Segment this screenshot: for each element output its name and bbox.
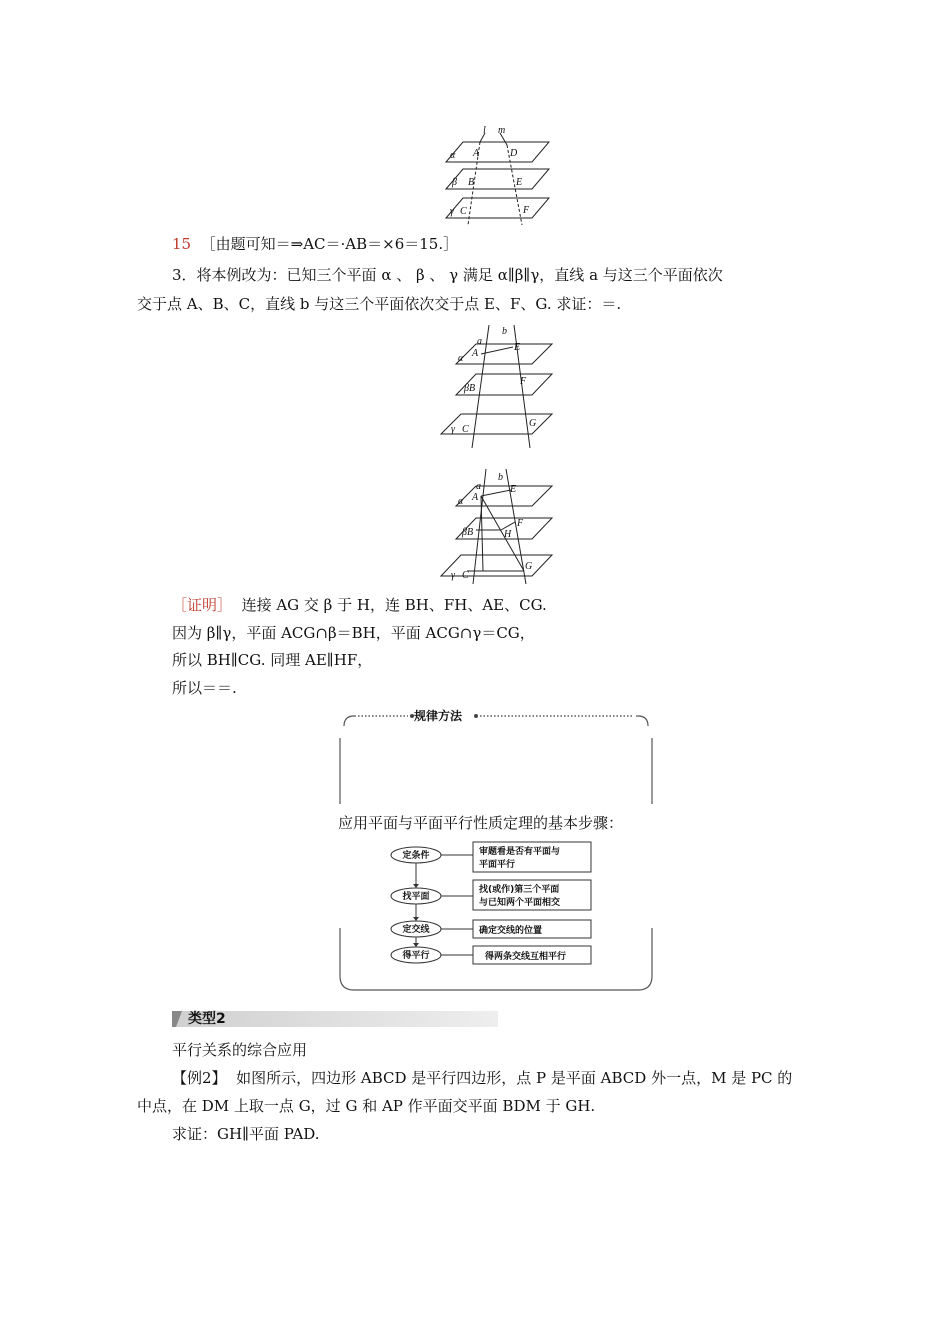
plane-gamma <box>441 555 552 576</box>
label-E: E <box>514 342 521 353</box>
desc1-line2: 平面平行 <box>479 860 516 870</box>
figure-three-planes-lines-l-m <box>440 125 552 227</box>
answer-number: 15 <box>172 235 192 253</box>
label-m: m <box>498 125 506 136</box>
plane-beta <box>446 169 549 189</box>
label-F: F <box>517 518 524 529</box>
example2-line1 <box>172 1068 792 1088</box>
method-flowchart <box>385 840 600 968</box>
label-B: B <box>468 177 475 188</box>
figure-proof-auxiliary-lines <box>436 466 558 588</box>
label-beta-B: βB <box>464 383 476 394</box>
desc2-line2: 与已知两个平面相交 <box>479 898 561 908</box>
label-b: b <box>498 472 503 483</box>
type2-title: 平行关系的综合应用 <box>172 1041 308 1059</box>
label-alpha: α <box>458 496 464 507</box>
label-b: b <box>502 326 507 337</box>
method-intro: 应用平面与平面平行性质定理的基本步骤： <box>338 814 624 832</box>
proof-line1 <box>172 595 547 615</box>
desc4-line1: 得两条交线互相平行 <box>485 952 567 962</box>
label-beta: β <box>452 177 457 188</box>
example2-text1: 如图所示，四边形 ABCD 是平行四边形，点 P 是平面 ABCD 外一点，M 是 PC 的 <box>236 1069 793 1087</box>
step4-label: 得平行 <box>402 951 430 961</box>
plane-alpha <box>456 486 552 506</box>
answer-15-line <box>172 234 458 254</box>
problem3-line2: 交于点 A、B、C，直线 b 与这三个平面依次交于点 E、F、G. 求证：＝. <box>137 295 622 313</box>
figure-three-planes-lines-a-b <box>436 320 558 453</box>
label-a: a <box>477 336 482 347</box>
step2-label: 找平面 <box>402 892 430 902</box>
desc3-line1: 确定交线的位置 <box>479 926 543 936</box>
label-F: F <box>523 205 530 216</box>
type2-banner-label: 类型2 <box>188 1011 226 1027</box>
example2-tag: 【例2】 <box>172 1069 227 1087</box>
label-A: A <box>472 492 479 503</box>
desc1-line1: 审题看是否有平面与 <box>479 847 561 857</box>
label-G: G <box>525 561 533 572</box>
label-alpha: α <box>450 150 456 161</box>
label-G: G <box>529 418 537 429</box>
label-A: A <box>473 148 480 159</box>
label-gamma: γ <box>451 424 455 435</box>
plane-alpha <box>446 142 549 162</box>
label-F: F <box>520 376 527 387</box>
label-beta-B: βB <box>462 527 474 538</box>
proof-line2: 因为 β∥γ，平面 ACG∩β＝BH，平面 ACG∩γ＝CG， <box>172 624 535 642</box>
label-E: E <box>510 484 517 495</box>
problem3-line1: 3．将本例改为：已知三个平面 α 、 β 、 γ 满足 α∥β∥γ，直线 a 与这三个平面依次 <box>172 266 723 284</box>
step1-label: 定条件 <box>402 851 430 861</box>
desc2-line1: 找(或作)第三个平面 <box>479 885 560 895</box>
label-C: C <box>462 570 469 581</box>
label-H: H <box>504 529 512 540</box>
label-A: A <box>472 348 479 359</box>
proof-text1: 连接 AG 交 β 于 H，连 BH、FH、AE、CG. <box>241 596 547 614</box>
label-alpha: α <box>458 353 464 364</box>
label-l: l <box>483 125 486 136</box>
plane-alpha <box>456 344 552 364</box>
step3-label: 定交线 <box>402 925 430 935</box>
label-gamma: γ <box>450 206 454 217</box>
answer-text: ［由题可知＝⇒AC＝·AB＝×6＝15.］ <box>200 235 459 253</box>
label-D: D <box>510 148 518 159</box>
proof-line4: 所以＝＝. <box>172 679 237 697</box>
segment-AE <box>481 490 511 496</box>
example2-line2: 中点，在 DM 上取一点 G，过 G 和 AP 作平面交平面 BDM 于 GH. <box>137 1097 596 1115</box>
proof-line3: 所以 BH∥CG. 同理 AE∥HF， <box>172 651 373 669</box>
label-C: C <box>462 424 469 435</box>
label-C: C <box>460 206 467 217</box>
label-gamma: γ <box>451 570 455 581</box>
label-a: a <box>476 481 481 492</box>
method-header: 规律方法 <box>414 709 463 723</box>
example2-line3: 求证：GH∥平面 PAD. <box>172 1125 320 1143</box>
label-E: E <box>516 177 523 188</box>
proof-tag: ［证明］ <box>172 596 233 614</box>
